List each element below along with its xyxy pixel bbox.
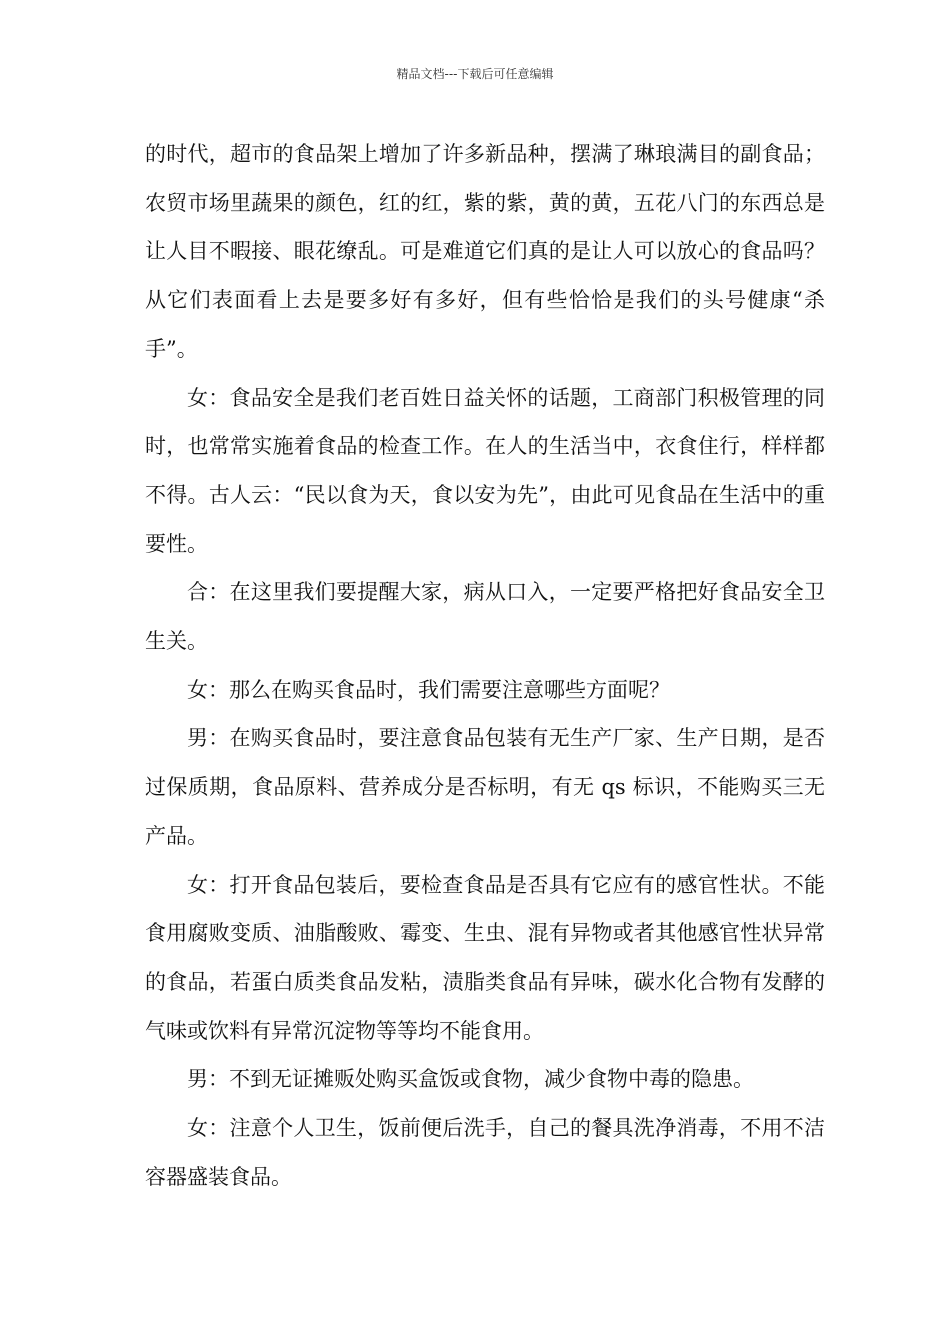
paragraph-female-1: 女：食品安全是我们老百姓日益关怀的话题，工商部门积极管理的同时，也常常实施着食品的检查工作。在人的生活当中，衣食住行，样样都不得。古人云：“民以食为天，食以安为先”，由此可见食品在生活中的重要性。 bbox=[145, 385, 825, 556]
paragraph-female-4: 女：注意个人卫生，饭前便后洗手，自己的餐具洗净消毒，不用不洁容器盛装食品。 bbox=[145, 1116, 825, 1189]
paragraph-together: 合：在这里我们要提醒大家，病从口入，一定要严格把好食品安全卫生关。 bbox=[145, 580, 825, 654]
paragraph-male-2: 男：不到无证摊贩处购买盒饭或食物，减少食物中毒的隐患。 bbox=[187, 1067, 754, 1092]
document-body bbox=[145, 130, 825, 1201]
paragraph-female-2: 女：那么在购买食品时，我们需要注意哪些方面呢？ bbox=[187, 677, 670, 702]
paragraph-male-1: 男：在购买食品时，要注意食品包装有无生产厂家、生产日期，是否过保质期，食品原料、营养成分是否标明，有无 qs 标识，不能购买三无产品。 bbox=[145, 726, 825, 848]
paragraph-continuation: 的时代，超市的食品架上增加了许多新品种，摆满了琳琅满目的副食品；农贸市场里蔬果的颜色，红的红，紫的紫，黄的黄，五花八门的东西总是让人目不暇接、眼花缭乱。可是难道它们真的是让人可以放心的食品吗？从它们表面看上去是要多好有多好，但有些恰恰是我们的头号健康“杀手”。 bbox=[145, 142, 825, 361]
page-header: 精品文档---下载后可任意编辑 bbox=[396, 67, 554, 81]
paragraph-female-3: 女：打开食品包装后，要检查食品是否具有它应有的感官性状。不能食用腐败变质、油脂酸败、霉变、生虫、混有异物或者其他感官性状异常的食品，若蛋白质类食品发粘，渍脂类食品有异味，碳水化合物有发酵的气味或饮料有异常沉淀物等等均不能食用。 bbox=[145, 872, 825, 1043]
